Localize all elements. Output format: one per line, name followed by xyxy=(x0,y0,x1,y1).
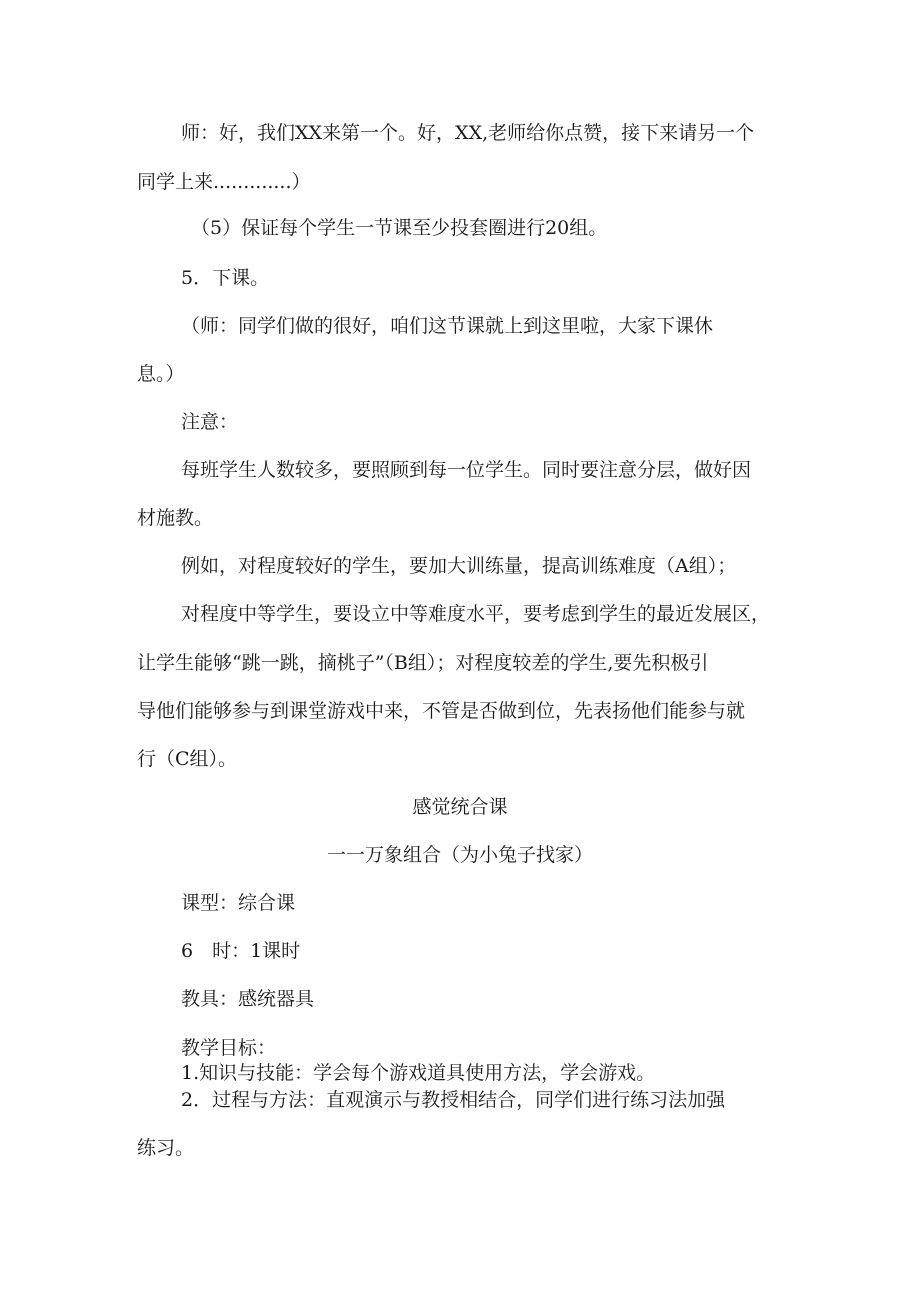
paragraph-line: 每班学生人数较多，要照顾到每一位学生。同时要注意分层，做好因 xyxy=(181,459,752,481)
paragraph-line: 5．下课。 xyxy=(181,267,270,289)
lesson-hours: 6 时：1课时 xyxy=(181,940,301,962)
section-title: 感觉统合课 xyxy=(412,796,508,818)
paragraph-line: 对程度中等学生，要设立中等难度水平，要考虑到学生的最近发展区， xyxy=(181,603,771,625)
paragraph-line: （5）保证每个学生一节课至少投套圈进行20组。 xyxy=(191,217,608,239)
paragraph-line: 注意： xyxy=(181,411,239,433)
paragraph-line: 导他们能够参与到课堂游戏中来，不管是否做到位，先表扬他们能参与就 xyxy=(137,700,746,722)
section-subtitle: 一一万象组合（为小兔子找家） xyxy=(326,844,593,866)
paragraph-line: 师：好，我们XX来第一个。好，XX,老师给你点赞，接下来请另一个 xyxy=(181,122,755,144)
paragraph-line: 息。） xyxy=(137,363,185,385)
paragraph-line: 例如，对程度较好的学生，要加大训练量，提高训练难度（A组）； xyxy=(181,555,737,577)
paragraph-line: 材施教。 xyxy=(137,507,214,529)
paragraph-line: （师：同学们做的很好，咱们这节课就上到这里啦，大家下课休 xyxy=(181,315,714,337)
objective-item: 2．过程与方法：直观演示与教授相结合，同学们进行练习法加强 xyxy=(181,1089,726,1111)
objective-item: 1.知识与技能：学会每个游戏道具使用方法，学会游戏。 xyxy=(181,1062,656,1084)
lesson-type: 课型：综合课 xyxy=(181,892,296,914)
paragraph-line: 让学生能够“跳一跳，摘桃子”（B组）；对程度较差的学生,要先积极引 xyxy=(137,652,709,674)
objectives-heading: 教学目标： xyxy=(181,1037,277,1059)
teaching-aids: 教具：感统器具 xyxy=(181,988,315,1010)
objective-item-continuation: 练习。 xyxy=(137,1137,195,1159)
paragraph-line: 同学上来.............） xyxy=(137,171,311,193)
paragraph-line: 行（C组）。 xyxy=(137,748,238,770)
